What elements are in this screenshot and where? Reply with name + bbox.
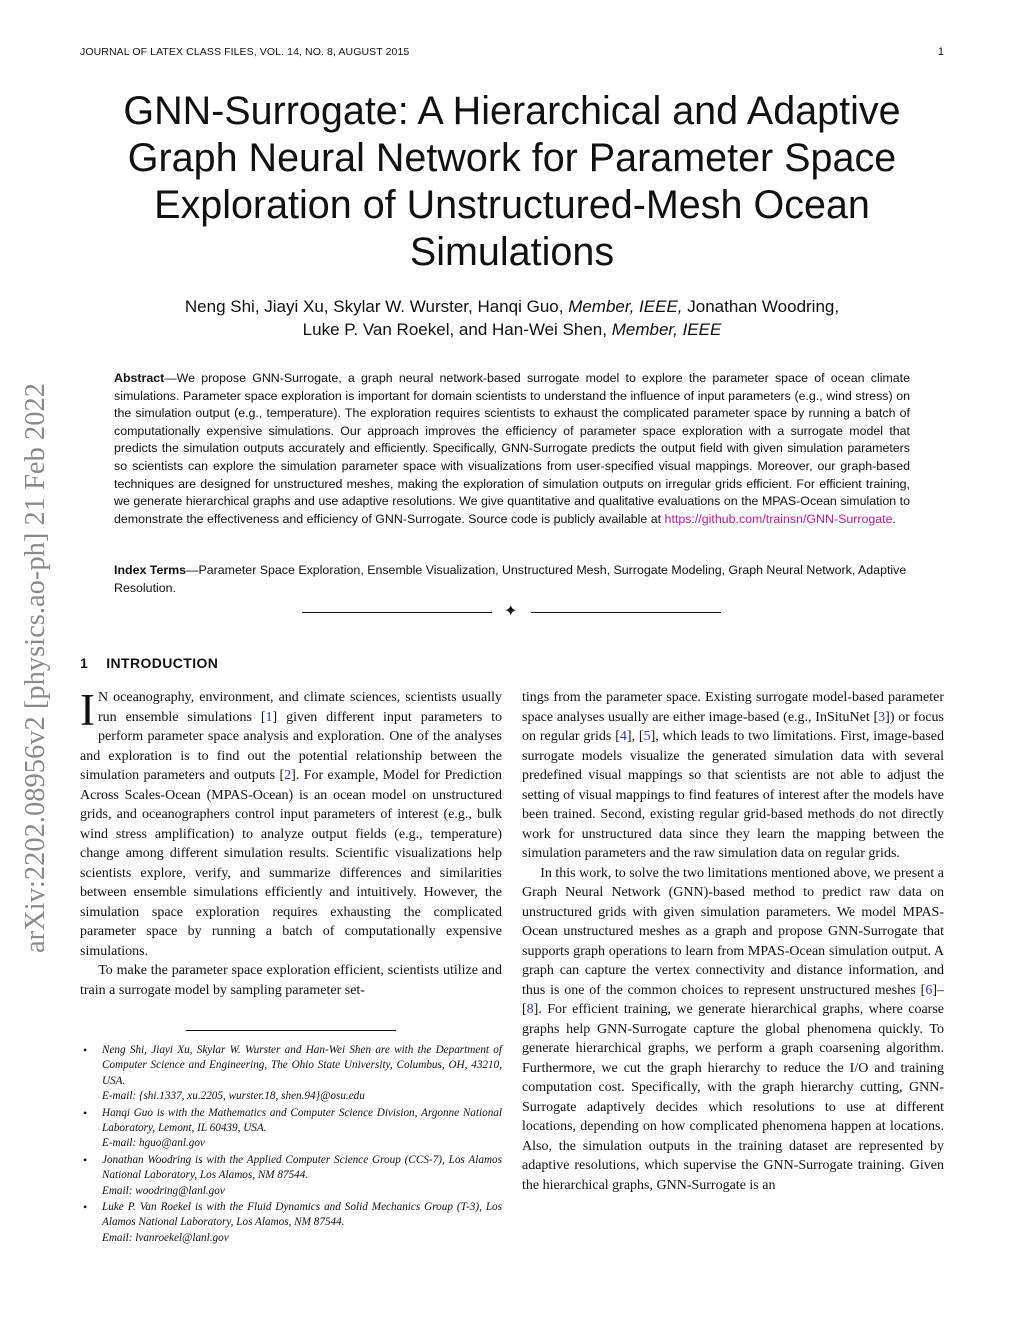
abstract-label: Abstract: [114, 371, 165, 385]
authors-text: Jonathan Woodring,: [687, 297, 840, 316]
footnote-text: Hanqi Guo is with the Mathematics and Computer Science Division, Argonne National Laboratory, Lemont, IL 60439, USA. E-mail: hguo@anl.gov: [102, 1106, 502, 1150]
citation-link[interactable]: 6: [925, 982, 933, 998]
separator-line-right: [531, 612, 721, 613]
footnote-item: [80, 1153, 502, 1199]
index-terms: [114, 562, 910, 597]
paragraph-text: In this work, to solve the two limitations mentioned above, we present a Graph Neural Network (GNN)-based method to predict raw data on unstructured grids with given simulation parameters. We model MPAS-Ocean unstructured meshes as a graph and propose GNN-Surrogate that supports graph operations to learn from MPAS-Ocean simulation output. A graph can capture the vertex connectivity and distance information, and thus is one of the common choices to represent unstructured meshes [: [522, 865, 944, 998]
author-line-2: [80, 318, 944, 341]
paragraph-text: ], which leads to two limitations. First, image-based surrogate models visualize the generated simulation data with several predefined visual mappings so that scientists are not able to adjust the setting of visual mappings to find features of interest after the models have been trained. Second, existing regular grid-based methods do not directly work for unstructured data since they learn the mapping between the simulation parameters and the raw simulation data on regular grids.: [522, 729, 945, 861]
bullet-icon: •: [83, 1152, 88, 1167]
bullet-icon: •: [83, 1105, 88, 1120]
dropcap: I: [80, 685, 95, 735]
paragraph-text: tings from the parameter space. Existing surrogate model-based parameter space analyses usually are either image-based (e.g., InSituNet [: [522, 690, 944, 725]
index-terms-label: Index Terms: [114, 563, 187, 577]
intro-paragraph-2: To make the parameter space exploration efficient, scientists utilize and train a surrogate model by sampling parameter set-: [80, 963, 502, 998]
section-separator: [0, 603, 1024, 623]
abstract-end: .: [892, 511, 896, 526]
section-title: INTRODUCTION: [106, 655, 219, 671]
paper-title: GNN-Surrogate: A Hierarchical and Adaptive Graph Neural Network for Parameter Space Exploration of Unstructured-Mesh Ocean Simulations: [123, 89, 901, 274]
author-footnotes: [80, 1043, 502, 1247]
left-column: [80, 685, 503, 1000]
citation-link[interactable]: 8: [526, 1002, 534, 1017]
index-terms-text: —Parameter Space Exploration, Ensemble Visualization, Unstructured Mesh, Surrogate Modeling, Graph Neural Network, Adaptive Resolution.: [114, 563, 907, 595]
paragraph-text: oceanography, environment, and climate sciences, scientists usually run ensemble simulations [: [98, 690, 502, 725]
section-heading: [80, 655, 218, 671]
citation-link[interactable]: 4: [619, 729, 627, 744]
paragraph-text: ]. For example, Model for Prediction Across Scales-Ocean (MPAS-Ocean) is an ocean model on unstructured grids, and oceanographers control input parameters of interest (e.g., bulk wind stress amplification) to analyze output fields (e.g., temperature) change among different simulation results. Scientific visualizations help scientists explore, verify, and summarize differences and similarities between ensemble simulations efficiently and intuitively. However, the simulation space exploration requires exhausting the complicated parameter space by running a batch of computationally expensive simulations.: [80, 768, 503, 959]
right-column: [522, 688, 944, 1195]
source-code-link[interactable]: https://github.com/trainsn/GNN-Surrogate: [664, 511, 893, 526]
abstract: [114, 370, 910, 528]
author-membership: Member, IEEE: [611, 320, 722, 339]
page-number: 1: [937, 46, 944, 58]
abstract-text: —We propose GNN-Surrogate, a graph neural network-based surrogate model to explore the parameter space of ocean climate simulations. Parameter space exploration is important for domain scientists to understand the influence of input parameters (e.g., wind stress) on the simulation output (e.g., temperature). The exploration requires scientists to exhaust the complicated parameter space by running a batch of computationally expensive simulations. Our approach improves the efficiency of parameter space exploration with a surrogate model that predicts the simulation outputs accurately and efficiently. Specifically, GNN-Surrogate predicts the output field with given simulation parameters so scientists can explore the simulation parameter space with visualizations from user-specified visual mappings. Moreover, our graph-based techniques are designed for unstructured meshes, making the exploration of simulation outputs on irregular grids efficient. For efficient training, we generate hierarchical graphs and use adaptive resolutions. We give quantitative and qualitative evaluations on the MPAS-Ocean simulation to demonstrate the effectiveness and efficiency of GNN-Surrogate. Source code is publicly available at: [114, 371, 910, 526]
arxiv-stamp: arXiv:2202.08956v2 [physics.ao-ph] 21 Feb 2022: [20, 383, 51, 953]
section-number: 1: [80, 655, 89, 671]
separator-line-left: [302, 612, 492, 613]
citation-link[interactable]: 5: [643, 729, 651, 744]
paragraph-text: ] given different input parameters to perform parameter space analysis and exploration. One of the analyses and exploration is to find out the potential relationship between the simulation parameters and outputs [: [80, 709, 502, 783]
citation-link[interactable]: 2: [284, 768, 292, 783]
author-list: [80, 295, 944, 341]
running-header: JOURNAL OF LATEX CLASS FILES, VOL. 14, NO. 8, AUGUST 2015: [80, 46, 410, 58]
footnote-item: [80, 1043, 502, 1105]
footnote-item: [80, 1200, 502, 1246]
authors-text: Luke P. Van Roekel, and Han-Wei Shen,: [302, 320, 607, 339]
footnote-rule: [186, 1030, 396, 1031]
footnote-text: Neng Shi, Jiayi Xu, Skylar W. Wurster and Han-Wei Shen are with the Department of Computer Science and Engineering, The Ohio State University, Columbus, OH, 43210, USA. E-mail: {shi.1337, xu.2205, wurster.18, shen.94}@osu.edu: [102, 1044, 502, 1103]
paragraph-text: ]. For efficient training, we generate hierarchical graphs, where coarse graphs help GNN-Surrogate capture the global phenomena quickly. To generate hierarchical graphs, we perform a graph coarsening algorithm. Furthermore, we cut the graph hierarchy to reduce the I/O and training computation cost. Specifically, with the graph hierarchy cutting, GNN-Surrogate adaptively decides which resolutions to use at different locations, depending on how complicated phenomena happen at locations. Also, the simulation outputs in the training dataset are represented by adaptive resolutions, which supervise the GNN-Surrogate training. Given the hierarchical graphs, GNN-Surrogate is an: [522, 1002, 944, 1193]
authors-text: Neng Shi, Jiayi Xu, Skylar W. Wurster, Hanqi Guo,: [184, 297, 564, 316]
footnote-text: Jonathan Woodring is with the Applied Computer Science Group (CCS-7), Los Alamos National Laboratory, Los Alamos, NM 87544. Email: woodring@lanl.gov: [102, 1153, 502, 1197]
intro-paragraph-1: [80, 685, 503, 961]
separator-diamond-icon: ✦: [504, 603, 518, 620]
citation-link[interactable]: 1: [265, 709, 273, 725]
bullet-icon: •: [83, 1043, 88, 1057]
bullet-icon: •: [83, 1200, 88, 1215]
paragraph-text: ], [: [626, 729, 644, 744]
author-line-1: [80, 295, 944, 318]
footnote-text: Luke P. Van Roekel is with the Fluid Dynamics and Solid Mechanics Group (T-3), Los Alamos National Laboratory, Los Alamos, NM 87544. Email: lvanroekel@lanl.gov: [102, 1201, 502, 1244]
author-membership: Member, IEEE,: [568, 297, 683, 316]
dropcap-continuation: N: [98, 690, 109, 705]
intro-paragraph-3: [522, 688, 944, 864]
intro-paragraph-4: [522, 864, 944, 1196]
paragraph-text: ]) or focus on regular grids [: [522, 709, 944, 744]
citation-link[interactable]: 3: [878, 709, 886, 725]
footnote-item: [80, 1106, 502, 1152]
paragraph-text: ]–[: [522, 982, 944, 1017]
